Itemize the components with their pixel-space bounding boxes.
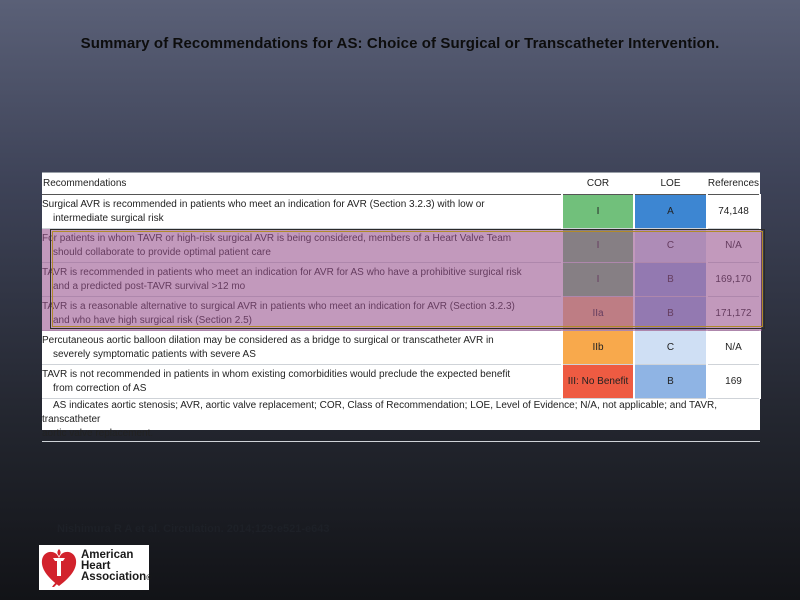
header-references: References bbox=[707, 173, 760, 195]
table-header-row bbox=[42, 173, 760, 195]
recommendation-text: Surgical AVR is recommended in patients who meet an indication for AVR (Section 3.2.3) with low or intermediate surgical risk bbox=[42, 195, 562, 229]
header-cor: COR bbox=[562, 173, 634, 195]
table-row bbox=[42, 331, 760, 365]
recommendation-text: TAVR is not recommended in patients in whom existing comorbidities would preclude the expected benefit from correction of AS bbox=[42, 365, 562, 399]
table-footnote: AS indicates aortic stenosis; AVR, aortic valve replacement; COR, Class of Recommendation; LOE, Level of Evidence; N/A, not applicable; and TAVR, transcatheter aortic valve replacement. bbox=[42, 399, 760, 442]
header-loe: LOE bbox=[634, 173, 707, 195]
aha-logo bbox=[39, 545, 152, 590]
references-cell: 169 bbox=[707, 365, 760, 399]
table-footnote-row bbox=[42, 399, 760, 442]
references-cell: 74,148 bbox=[707, 195, 760, 229]
table-row bbox=[42, 195, 760, 229]
loe-cell: C bbox=[634, 331, 707, 365]
cor-cell: IIb bbox=[562, 331, 634, 365]
cor-cell: I bbox=[562, 195, 634, 229]
citation: Nishimura R A et al. Circulation. 2014;129:e521-e643 bbox=[57, 523, 330, 535]
recommendation-text: Percutaneous aortic balloon dilation may be considered as a bridge to surgical or transcatheter AVR in severely symptomatic patients with severe AS bbox=[42, 331, 562, 365]
references-cell: N/A bbox=[707, 331, 760, 365]
loe-cell: B bbox=[634, 365, 707, 399]
cor-cell: III: No Benefit bbox=[562, 365, 634, 399]
slide-title: Summary of Recommendations for AS: Choice of Surgical or Transcatheter Intervention. bbox=[80, 35, 720, 52]
logo-wordmark: American Heart Association® bbox=[81, 549, 152, 583]
table-row bbox=[42, 365, 760, 399]
highlight-frame-inner bbox=[52, 231, 763, 327]
heart-torch-icon bbox=[40, 546, 78, 589]
header-recommendations: Recommendations bbox=[42, 173, 562, 195]
loe-cell: A bbox=[634, 195, 707, 229]
